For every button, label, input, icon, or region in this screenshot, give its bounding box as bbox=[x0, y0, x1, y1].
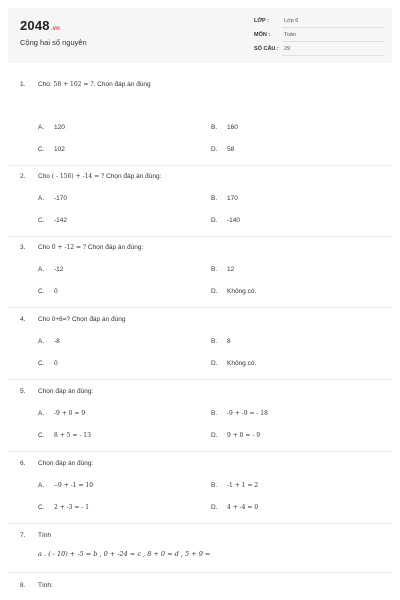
logo-text: 2048 bbox=[20, 18, 50, 33]
question-number: 5. bbox=[20, 388, 26, 395]
option-b[interactable]: B. 160 bbox=[211, 124, 238, 131]
option-d[interactable]: D. 4 + -4 = 0 bbox=[211, 504, 259, 511]
option-a[interactable]: A. -8 bbox=[38, 338, 60, 345]
option-c[interactable]: C. -142 bbox=[38, 217, 68, 224]
question-text: Chọn đáp án đúng: bbox=[38, 460, 94, 467]
option-b[interactable]: B. 170 bbox=[211, 195, 238, 202]
question-text: Cho 0+8=? Chọn đáp án đúng bbox=[38, 316, 126, 323]
meta-subject-label: MÔN : bbox=[254, 32, 271, 38]
divider bbox=[8, 307, 392, 308]
option-d[interactable]: D. -140 bbox=[211, 217, 241, 224]
worksheet-header bbox=[8, 8, 392, 63]
option-c[interactable]: C. 0 bbox=[38, 288, 58, 295]
logo-tld: .vn bbox=[50, 26, 61, 32]
meta-class bbox=[254, 18, 384, 30]
question-text: Cho 0 + -12 = ? Chọn đáp án đúng: bbox=[38, 244, 144, 251]
divider bbox=[8, 236, 392, 237]
divider bbox=[8, 165, 392, 166]
meta-subject-value: Toán bbox=[284, 32, 296, 38]
subject-title: Cộng hai số nguyên bbox=[20, 38, 87, 47]
question-text: Cho: 58 + 102 = ?. Chọn đáp án đúng bbox=[38, 81, 151, 88]
option-d[interactable]: D. Không có. bbox=[211, 288, 257, 295]
option-a[interactable]: A. -170 bbox=[38, 195, 68, 202]
question-text: Tính bbox=[38, 532, 52, 539]
question-number: 2. bbox=[20, 173, 26, 180]
question-7-subparts: a . ( - 10) + -5 = b , 0 + -24 = c , 8 + 0 = d , 5 + 9 = bbox=[38, 550, 211, 558]
meta-count-value: 29 bbox=[284, 46, 291, 52]
option-c[interactable]: C. 8 + 5 = - 13 bbox=[38, 432, 91, 439]
meta-count bbox=[254, 46, 384, 58]
question-number: 7. bbox=[20, 532, 26, 539]
question-text: Cho ( - 156) + -14 = ? Chọn đáp án đúng: bbox=[38, 173, 162, 180]
option-d[interactable]: D. 9 + 0 = - 9 bbox=[211, 432, 261, 439]
option-b[interactable]: B. 12 bbox=[211, 266, 235, 273]
divider bbox=[8, 523, 392, 524]
option-d[interactable]: D. Không có. bbox=[211, 360, 257, 367]
question-text: Chọn đáp án đúng: bbox=[38, 388, 94, 395]
option-a[interactable]: A. 120 bbox=[38, 124, 65, 131]
option-b[interactable]: B. -1 + 1 = 2 bbox=[211, 482, 259, 489]
divider bbox=[8, 451, 392, 452]
option-c[interactable]: C. 0 bbox=[38, 360, 58, 367]
meta-count-label: SỐ CÂU : bbox=[254, 46, 279, 52]
site-logo[interactable] bbox=[20, 18, 60, 33]
divider bbox=[8, 379, 392, 380]
meta-class-value: Lớp 6 bbox=[284, 18, 299, 24]
option-c[interactable]: C. 2 + -3 = - 1 bbox=[38, 504, 90, 511]
question-number: 3. bbox=[20, 244, 26, 251]
meta-subject bbox=[254, 32, 384, 44]
option-a[interactable]: A. -9 + 0 = 9 bbox=[38, 410, 86, 417]
question-number: 6. bbox=[20, 460, 26, 467]
meta-line bbox=[282, 27, 384, 28]
option-b[interactable]: B. -9 + -9 = - 18 bbox=[211, 410, 268, 417]
option-b[interactable]: B. 8 bbox=[211, 338, 231, 345]
question-number: 8. bbox=[20, 582, 26, 589]
option-c[interactable]: C. 102 bbox=[38, 146, 65, 153]
question-number: 4. bbox=[20, 316, 26, 323]
divider bbox=[8, 572, 392, 573]
option-d[interactable]: D. 58 bbox=[211, 146, 235, 153]
meta-line bbox=[282, 41, 384, 42]
question-text: Tính: bbox=[38, 582, 53, 589]
option-a[interactable]: A. -12 bbox=[38, 266, 64, 273]
option-a[interactable]: A. --9 + -1 = 10 bbox=[38, 482, 94, 489]
question-number: 1. bbox=[20, 81, 26, 88]
meta-class-label: LỚP : bbox=[254, 18, 269, 24]
meta-line bbox=[282, 55, 384, 56]
